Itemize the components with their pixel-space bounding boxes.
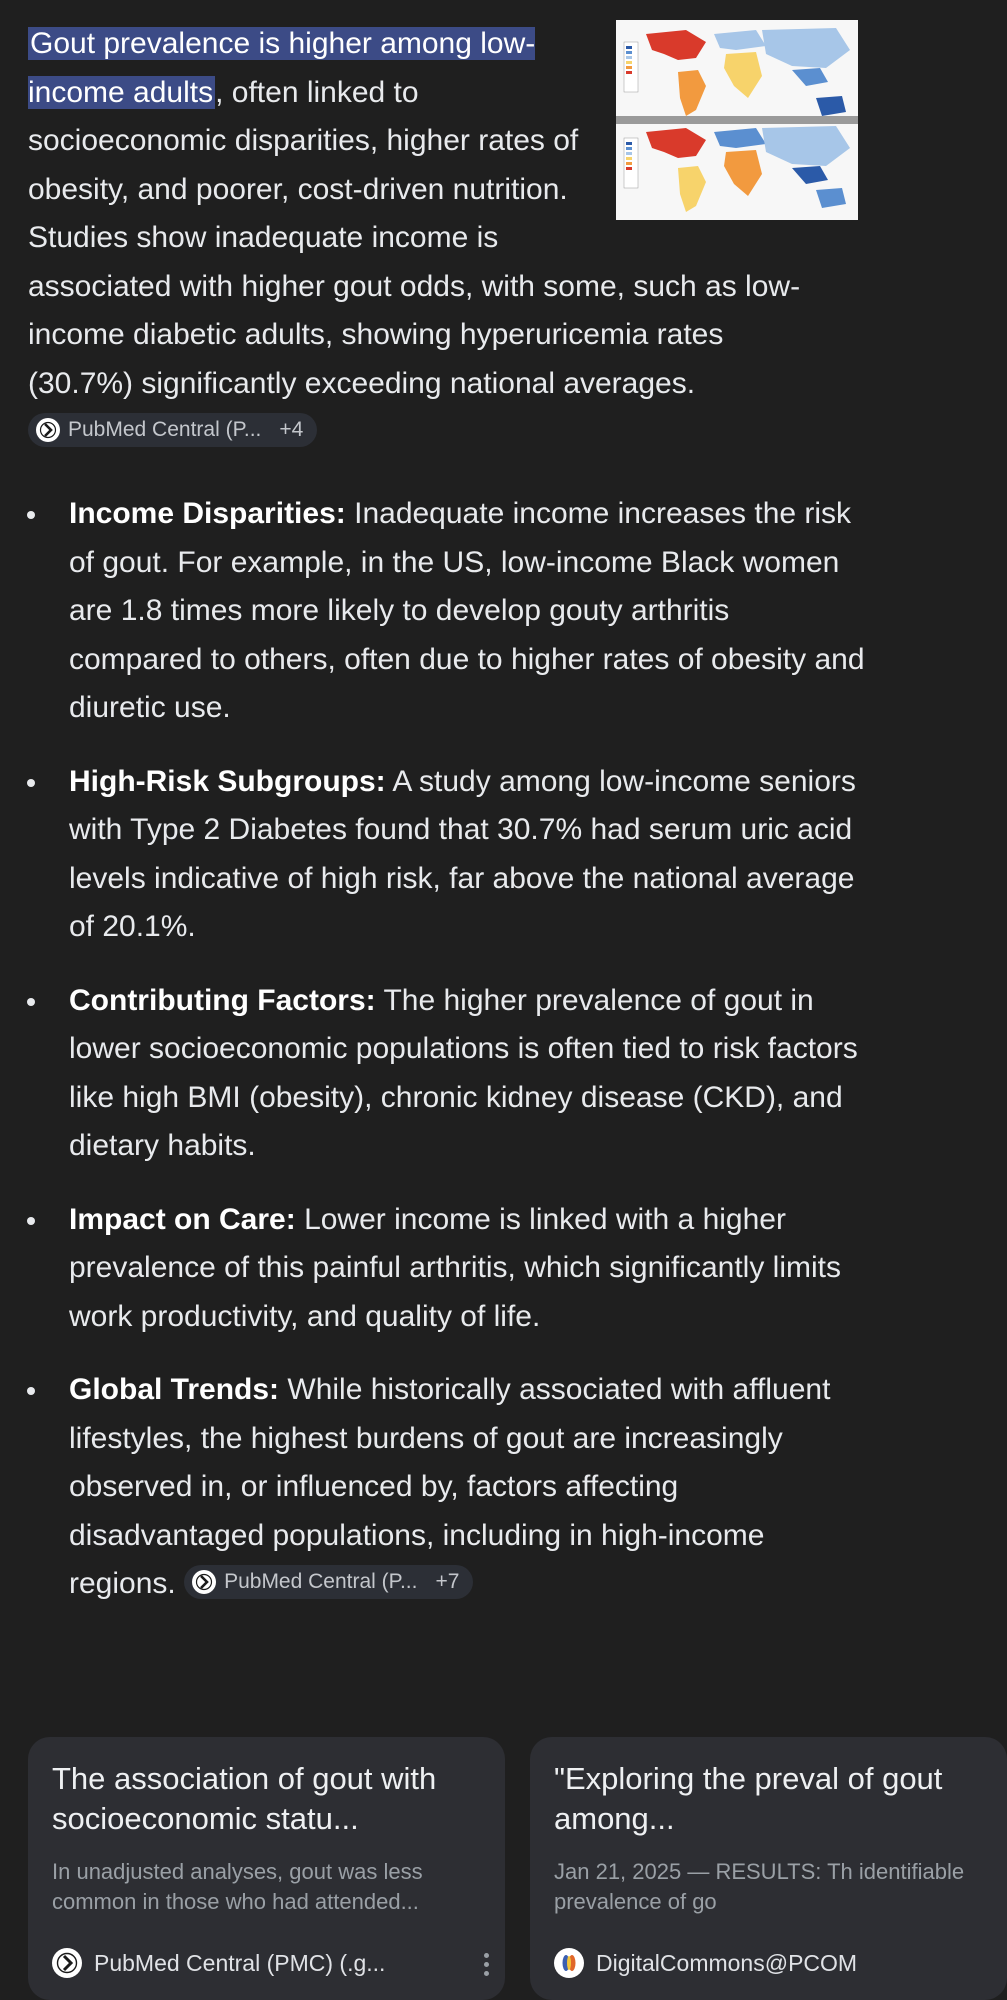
digitalcommons-icon bbox=[554, 1948, 584, 1978]
source-card-snippet: Jan 21, 2025 — RESULTS: Th identifiable prevalence of go bbox=[554, 1859, 965, 1914]
source-card-site-name: PubMed Central (PMC) (.g... bbox=[94, 1949, 386, 1976]
list-item bbox=[0, 1366, 916, 1609]
source-chip[interactable] bbox=[28, 413, 317, 447]
source-chip-count: +7 bbox=[435, 1570, 460, 1594]
list-item-title: High-Risk Subgroups: bbox=[69, 764, 386, 798]
source-card-title[interactable]: "Exploring the preval of gout among... bbox=[554, 1761, 943, 1836]
source-card[interactable] bbox=[28, 1737, 505, 2000]
source-card-site-name: DigitalCommons@PCOM bbox=[596, 1949, 858, 1976]
source-card-title[interactable]: The association of gout with socioeconomic statu... bbox=[52, 1761, 437, 1836]
bullet-icon bbox=[27, 779, 35, 787]
source-card[interactable] bbox=[530, 1737, 1007, 2000]
list-item-text: Lower income is linked with a higher prevalence of this painful arthritis, which significantly limits work productivity, and quality of life. bbox=[69, 1202, 841, 1333]
pubmed-icon bbox=[36, 418, 60, 442]
gout-world-map-thumbnail[interactable] bbox=[616, 20, 858, 220]
list-item-text: Inadequate income increases the risk of gout. For example, in the US, low-income Black women are 1.8 times more likely to develop gouty arthritis compared to others, often due to higher rates of obesity and diuretic use. bbox=[69, 497, 865, 724]
source-chip-count: +4 bbox=[279, 418, 304, 442]
list-item-title: Impact on Care: bbox=[69, 1202, 296, 1236]
list-item bbox=[0, 1196, 916, 1342]
source-card-snippet: In unadjusted analyses, gout was less common in those who had attended... bbox=[52, 1859, 423, 1914]
bullet-icon bbox=[27, 511, 35, 519]
world-map-image bbox=[616, 20, 858, 220]
list-item-title: Income Disparities: bbox=[69, 497, 346, 530]
bullet-icon bbox=[27, 1387, 35, 1395]
source-cards-carousel[interactable] bbox=[28, 1737, 965, 2000]
list-item bbox=[0, 758, 916, 952]
bullet-icon bbox=[27, 998, 35, 1006]
source-card-site[interactable] bbox=[554, 1948, 983, 1978]
pubmed-icon bbox=[192, 1570, 216, 1594]
list-item-title: Global Trends: bbox=[69, 1373, 280, 1406]
list-item-title: Contributing Factors: bbox=[69, 983, 376, 1017]
intro-text: , often linked to socioeconomic disparities, higher rates of obesity, and poorer, cost-driven nutrition. Studies show inadequate income is associated with higher gout odds, with some, such as low-income diabetic adults, showing hyperuricemia rates (30.7%) significantly exceeding national averages. bbox=[28, 75, 801, 400]
key-points-list bbox=[0, 490, 916, 1634]
source-card-site[interactable] bbox=[52, 1948, 481, 1978]
source-chip-label: PubMed Central (P... bbox=[68, 418, 262, 442]
highlighted-claim: Gout prevalence is higher among low-income adults bbox=[28, 27, 536, 109]
list-item-text: The higher prevalence of gout in lower socioeconomic populations is often tied to risk factors like high BMI (obesity), chronic kidney disease (CKD), and dietary habits. bbox=[69, 983, 858, 1162]
ai-overview-intro bbox=[28, 20, 828, 457]
pubmed-icon bbox=[52, 1948, 82, 1978]
list-item bbox=[0, 977, 916, 1171]
list-item bbox=[0, 490, 916, 733]
source-chip[interactable] bbox=[184, 1565, 473, 1599]
list-item-text: A study among low-income seniors with Type 2 Diabetes found that 30.7% had serum uric acid levels indicative of high risk, far above the national average of 20.1%. bbox=[69, 764, 856, 943]
bullet-icon bbox=[27, 1217, 35, 1225]
more-options-icon[interactable] bbox=[484, 1953, 489, 1976]
source-chip-label: PubMed Central (P... bbox=[224, 1570, 418, 1594]
list-item-text: While historically associated with affluent lifestyles, the highest burdens of gout are increasingly observed in, or influenced by, factors affecting disadvantaged populations, including in high-income regions. bbox=[69, 1373, 831, 1600]
